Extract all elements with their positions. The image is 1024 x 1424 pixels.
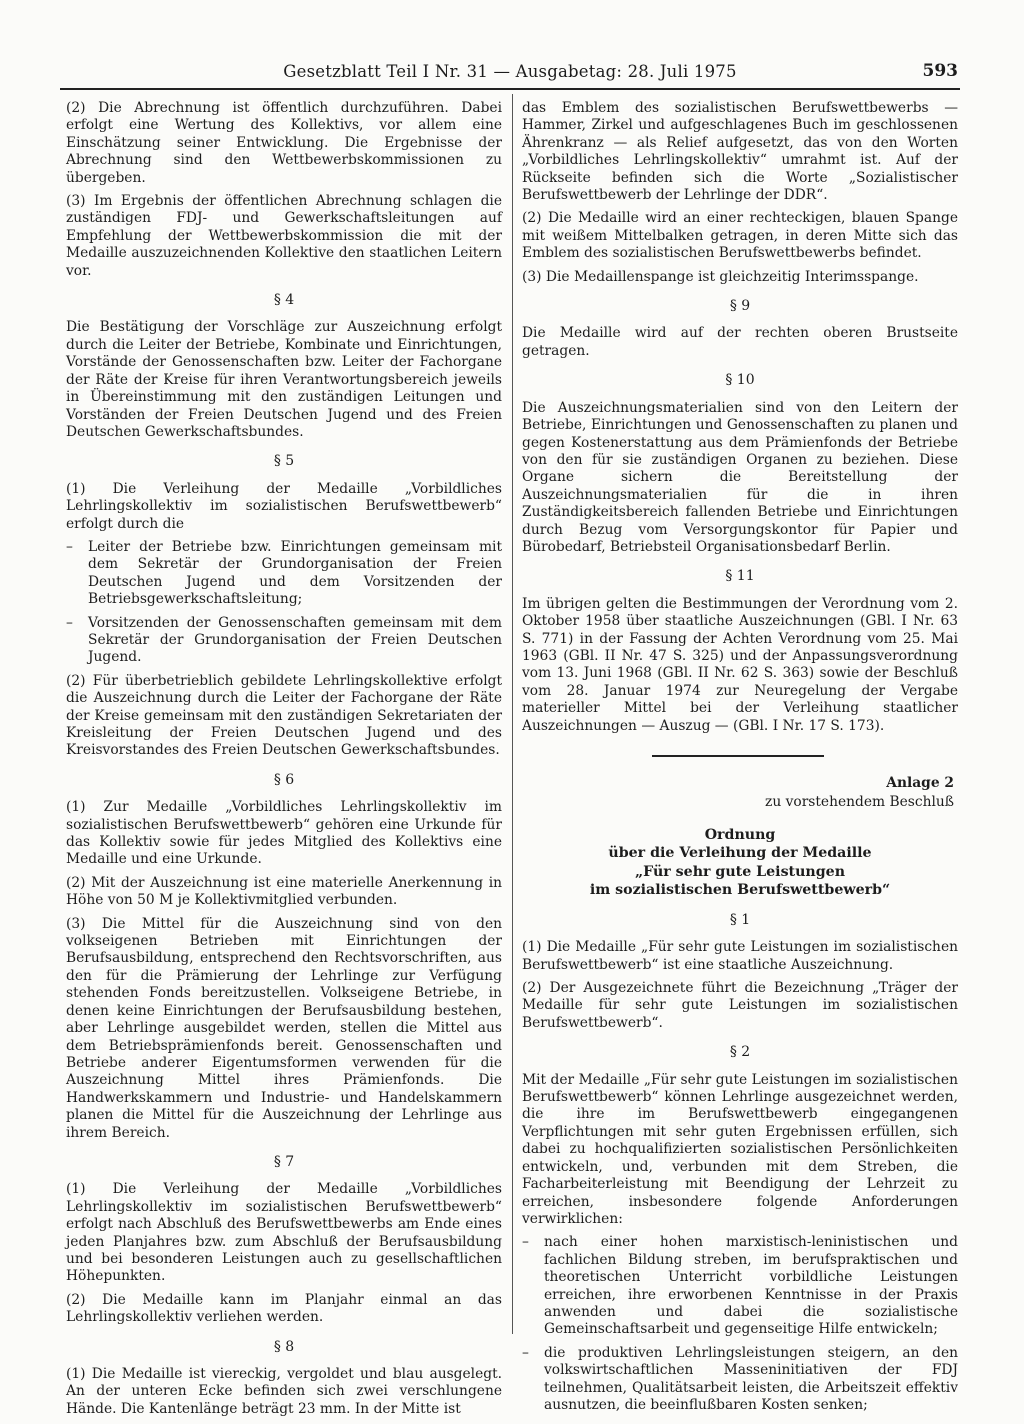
paragraph: (1) Die Verleihung der Medaille „Vorbildliches Lehrlingskollektiv im sozialistischen Berufswettbewerb“ erfolgt nach Abschluß des Berufswettbewerbs am Ende eines jeden Planjahres bzw. zum Abschluß der Berufsausbildung und bei besonderen Leistungen auch zu gesellschaftlichen Höhepunkten. <box>66 1181 502 1285</box>
dash-list-item: – Leiter der Betriebe bzw. Einrichtungen gemeinsam mit dem Sekretär der Grundorganisation der Freien Deutschen Jugend und dem Vorsitzenden der Betriebsgewerkschaftsleitung; <box>66 539 502 609</box>
section-heading: § 1 <box>729 911 751 928</box>
section-heading: § 4 <box>273 292 295 309</box>
paragraph: (1) Zur Medaille „Vorbildliches Lehrlingskollektiv im sozialistischen Berufswettbewerb“ gehören eine Urkunde für das Kollektiv sowie für jedes Mitglied des Kollektivs eine Medaille und eine Urkunde. <box>66 799 502 868</box>
section-heading: § 6 <box>273 771 295 788</box>
running-title: Gesetzblatt Teil I Nr. 31 — Ausgabetag: 28. Juli 1975 <box>283 62 737 81</box>
paragraph: (2) Die Medaille kann im Planjahr einmal an das Lehrlingskollektiv verliehen werden. <box>66 1291 502 1326</box>
annex-reference: zu vorstehendem Beschluß <box>765 794 954 811</box>
section-heading: § 5 <box>273 453 295 470</box>
paragraph: (2) Mit der Auszeichnung ist eine materielle Anerkennung in Höhe von 50 M je Kollektivmitglied verbunden. <box>66 874 502 909</box>
paragraph: (2) Der Ausgezeichnete führt die Bezeichnung „Träger der Medaille für sehr gute Leistungen im sozialistischen Berufswettbewerb“. <box>522 980 958 1031</box>
annex-label: Anlage 2 <box>886 775 954 791</box>
left-column <box>66 100 502 1424</box>
paragraph: Mit der Medaille „Für sehr gute Leistungen im sozialistischen Berufswettbewerb“ können Lehrlinge ausgezeichnet werden, die ihre im Berufswettbewerb eingegangenen Verpflichtungen mit sehr guten Ergebnissen erfüllen, sich dabei zu hochqualifizierten sozialistischen Persönlichkeiten entwickeln, und, verbunden mit dem Streben, die Facharbeiterleistung mit Beendigung der Lehrzeit zu erreichen, insbesondere folgende Anforderungen verwirklichen: <box>522 1071 958 1227</box>
dash-list-item: – nach einer hohen marxistisch-leninistischen und fachlichen Bildung streben, im berufspraktischen und theoretischen Unterricht vorbildliche Leistungen erreichen, ihre erworbenen Kenntnisse in der Praxis anwenden und dabei die sozialistische Gemeinschaftsarbeit und gegenseitige Hilfe entwickeln; <box>522 1234 958 1338</box>
paragraph: Im übrigen gelten die Bestimmungen der Verordnung vom 2. Oktober 1958 über staatliche Auszeichnungen (GBl. I Nr. 63 S. 771) in der Fassung der Achten Verordnung vom 25. Mai 1963 (GBl. II Nr. 47 S. 325) und der Anpassungsverordnung vom 13. Juni 1968 (GBl. II Nr. 62 S. 363) sowie der Beschluß vom 28. Januar 1974 zur Neuregelung der Vergabe materieller Mittel bei der Verleihung staatlicher Auszeichnungen — Auszug — (GBl. I Nr. 17 S. 173). <box>522 595 958 734</box>
section-heading: § 11 <box>725 568 755 585</box>
paragraph: (1) Die Medaille „Für sehr gute Leistungen im sozialistischen Berufswettbewerb“ ist eine staatliche Auszeichnung. <box>522 939 958 973</box>
right-column <box>522 100 958 1420</box>
dash-list-item: – die produktiven Lehrlingsleistungen steigern, an den volkswirtschaftlichen Masseninitiativen der FDJ teilnehmen, Qualitätsarbeit leisten, die Arbeitszeit effektiv ausnutzen, die beeinflußbaren Kosten senken; <box>522 1345 958 1415</box>
paragraph: (2) Für überbetrieblich gebildete Lehrlingskollektive erfolgt die Auszeichnung durch die Leiter der Fachorgane der Räte der Kreise gemeinsam mit den zuständigen Sekretariaten der Kreisleitung der Freien Deutschen Jugend und des Kreisvorstandes des Freien Deutschen Gewerkschaftsbundes. <box>66 672 502 759</box>
paragraph: das Emblem des sozialistischen Berufswettbewerbs — Hammer, Zirkel und aufgeschlagenes Buch im geschlossenen Ährenkranz — als Relief aufgesetzt, das von den Worten „Vorbildliches Lehrlingskollektiv“ umrahmt ist. Auf der Rückseite befinden sich die Worte „Sozialistischer Berufswettbewerb der Lehrlinge der DDR“. <box>522 100 958 204</box>
page-number: 593 <box>922 61 958 81</box>
ordinance-title: über die Verleihung der Medaille <box>608 845 872 862</box>
paragraph: (3) Im Ergebnis der öffentlichen Abrechnung schlagen die zuständigen FDJ- und Gewerkschaftsleitungen auf Empfehlung der Wettbewerbskommission die mit der Medaille auszuzeichnenden Kollektive den staatlichen Leitern vor. <box>66 193 502 279</box>
ordinance-title: Ordnung <box>704 826 776 843</box>
paragraph: (2) Die Abrechnung ist öffentlich durchzuführen. Dabei erfolgt eine Wertung des Kollektivs, vor allem eine Einschätzung seiner Entwicklung. Die Ergebnisse der Abrechnung sind den Wettbewerbskommissionen zu übergeben. <box>66 100 502 186</box>
paragraph: (1) Die Verleihung der Medaille „Vorbildliches Lehrlingskollektiv im sozialistischen Berufswettbewerb“ erfolgt durch die <box>66 480 502 532</box>
ordinance-title: „Für sehr gute Leistungen <box>634 863 846 880</box>
paragraph: (3) Die Medaillenspange ist gleichzeitig Interimsspange. <box>522 268 919 285</box>
column-divider <box>512 94 513 1334</box>
paragraph: Die Bestätigung der Vorschläge zur Auszeichnung erfolgt durch die Leiter der Betriebe, Kombinate und Einrichtungen, Vorstände der Genossenschaften bzw. Leiter der Fachorgane der Räte der Kreise für ihren Verantwortungsbereich jeweils in Übereinstimmung mit den zuständigen Leitungen und Vorständen der Freien Deutschen Jugend und des Freien Deutschen Gewerkschaftsbundes. <box>66 319 502 440</box>
section-heading: § 7 <box>273 1153 295 1170</box>
paragraph: (3) Die Mittel für die Auszeichnung sind von den volkseigenen Betrieben mit Einrichtungen der Berufsausbildung, entsprechend den Rechtsvorschriften, aus den für die Prämierung der Lehrlinge zur Verfügung stehenden Fonds bereitzustellen. Volkseigene Betriebe, in denen keine Einrichtungen der Berufsausbildung bestehen, aber Lehrlinge ausgebildet werden, stellen die Mittel aus dem Betriebsprämienfonds bereit. Genossenschaften und Betriebe anderer Eigentumsformen verwenden für die Auszeichnung Mittel ihres Prämienfonds. Die Handwerkskammern und Industrie- und Handelskammern planen die Mittel für die Auszeichnung der Lehrlinge aus ihrem Bereich. <box>66 915 502 1141</box>
dash-list-item: – Vorsitzenden der Genossenschaften gemeinsam mit dem Sekretär der Grundorganisation der Freien Deutschen Jugend. <box>66 615 502 667</box>
paragraph: (1) Die Medaille ist viereckig, vergoldet und blau ausgelegt. An der unteren Ecke befinden sich zwei verschlungene Hände. Die Kantenlänge beträgt 23 mm. In der Mitte ist <box>66 1366 502 1417</box>
paragraph: Die Auszeichnungsmaterialien sind von den Leitern der Betriebe, Einrichtungen und Genossenschaften zu planen und gegen Kostenerstattung aus dem Prämienfonds der Betriebe von den für sie zuständigen Organen zu beziehen. Diese Organe sichern die Bereitstellung der Auszeichnungsmaterialien für die in ihren Zuständigkeitsbereich fallenden Betriebe und Einrichtungen durch Bezug vom Versorgungskontor für Papier und Bürobedarf, Betriebsteil Organisationsbedarf Berlin. <box>522 399 958 555</box>
separator-rule <box>652 755 824 757</box>
section-heading: § 9 <box>729 298 751 315</box>
section-heading: § 2 <box>729 1044 751 1061</box>
page-header <box>60 58 960 90</box>
paragraph: Die Medaille wird auf der rechten oberen Brustseite getragen. <box>522 325 958 359</box>
paragraph: (2) Die Medaille wird an einer rechteckigen, blauen Spange mit weißem Mittelbalken getragen, in deren Mitte sich das Emblem des sozialistischen Berufswettbewerbs befindet. <box>522 210 958 262</box>
ordinance-title: im sozialistischen Berufswettbewerb“ <box>589 882 891 899</box>
section-heading: § 8 <box>273 1338 295 1355</box>
section-heading: § 10 <box>725 372 755 389</box>
